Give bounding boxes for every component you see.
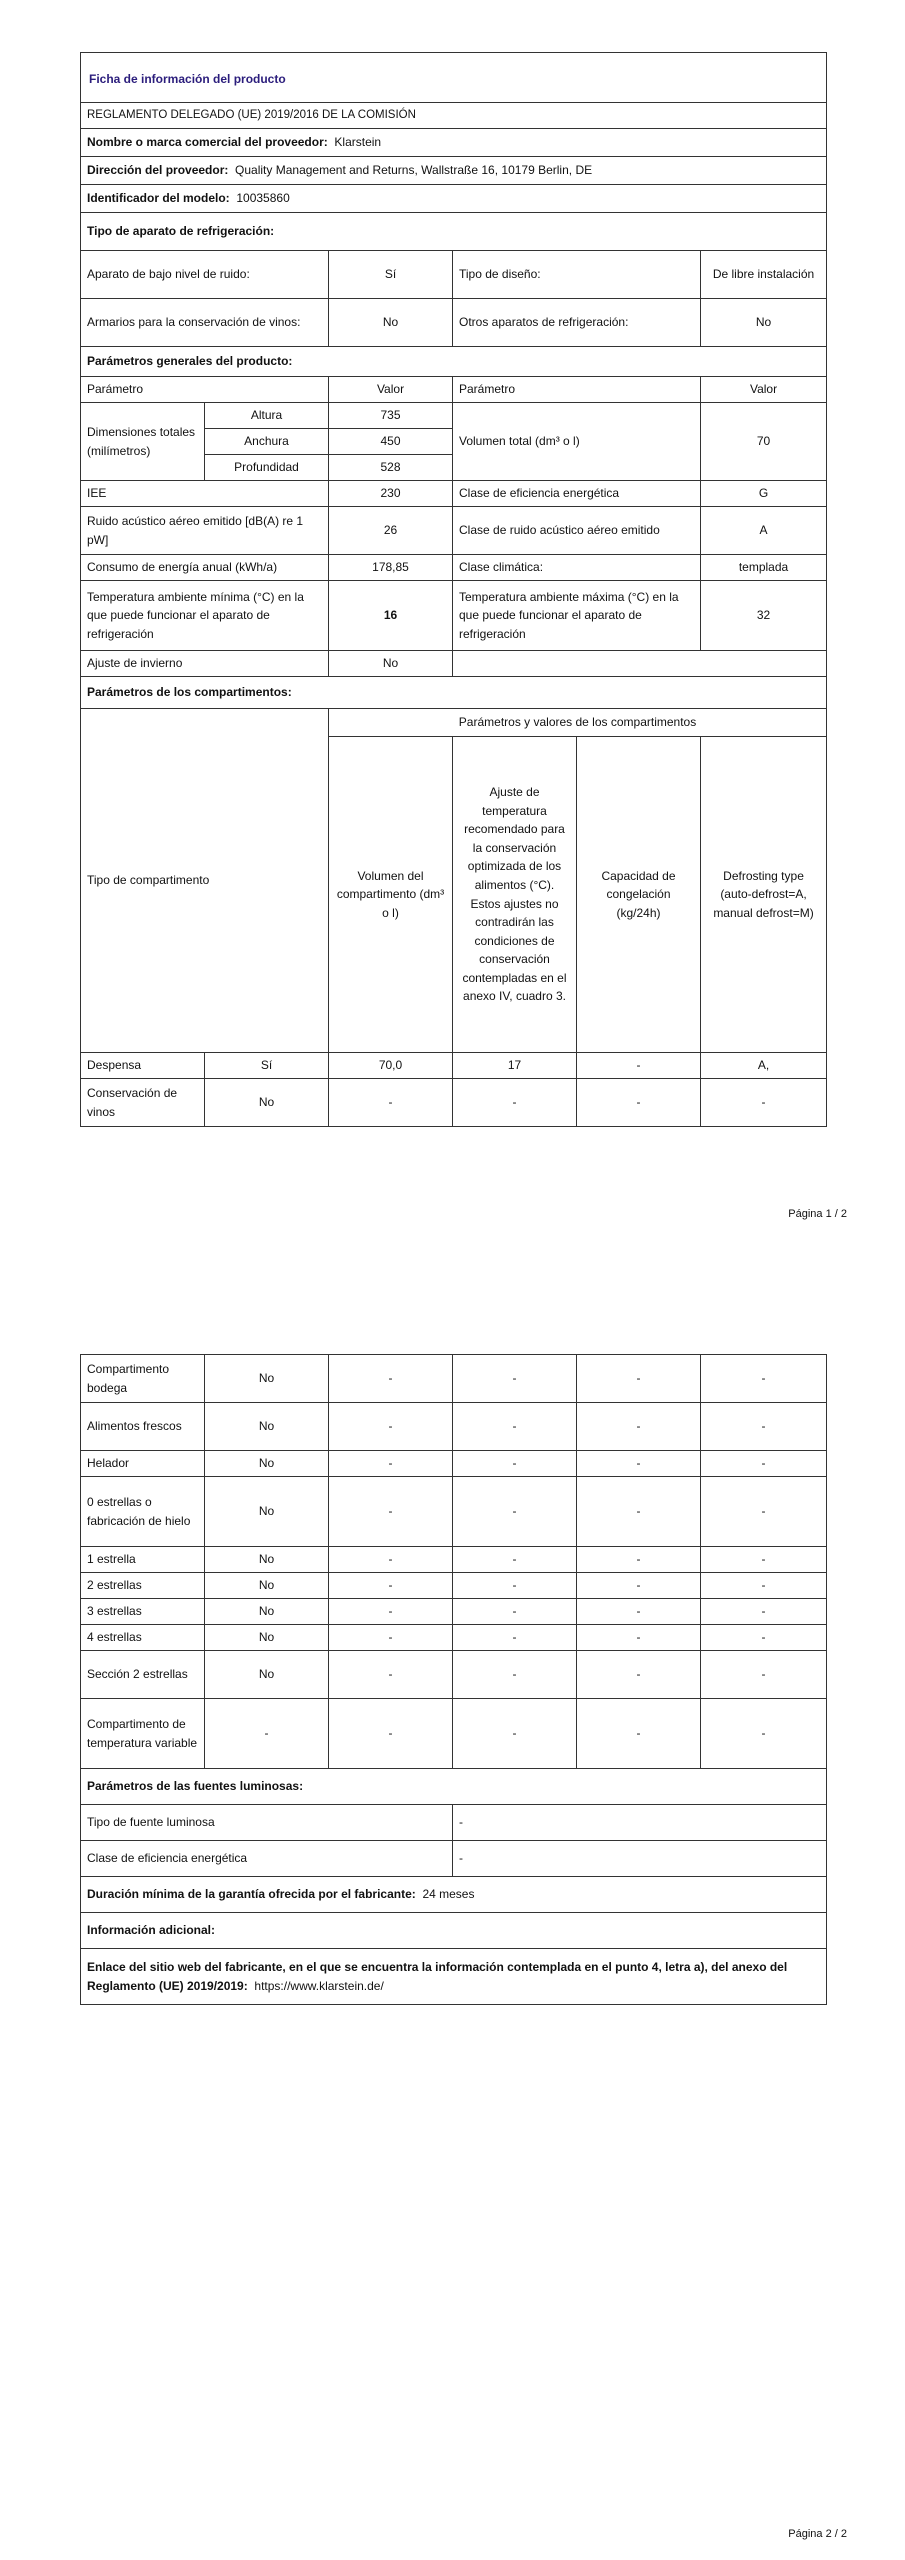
compartment-freeze: -: [577, 1699, 701, 1769]
compartment-temp: -: [453, 1573, 577, 1599]
compartment-temp: -: [453, 1451, 577, 1477]
table-row: [81, 1625, 827, 1651]
product-info-table-page2: [80, 1354, 827, 2005]
compartment-present: No: [205, 1573, 329, 1599]
col-header-param-2: Parámetro: [453, 377, 701, 403]
compartment-name: Despensa: [81, 1053, 205, 1079]
low-noise-value: Sí: [329, 251, 453, 299]
table-row: [81, 1651, 827, 1699]
additional-info-heading: Información adicional:: [81, 1913, 827, 1949]
compartment-temp: -: [453, 1477, 577, 1547]
compartment-temp: -: [453, 1547, 577, 1573]
noise-label: Ruido acústico aéreo emitido [dB(A) re 1 pW]: [81, 507, 329, 555]
compartment-volume: -: [329, 1651, 453, 1699]
light-type-label: Tipo de fuente luminosa: [81, 1805, 453, 1841]
compartment-defrost: -: [701, 1355, 827, 1403]
other-appliance-label: Otros aparatos de refrigeración:: [453, 299, 701, 347]
compartment-present: -: [205, 1699, 329, 1769]
compartment-volume: -: [329, 1403, 453, 1451]
compartment-present: Sí: [205, 1053, 329, 1079]
compartment-freeze: -: [577, 1547, 701, 1573]
page-title: Ficha de información del producto: [81, 53, 827, 103]
noise-value: 26: [329, 507, 453, 555]
iee-value: 230: [329, 481, 453, 507]
compartment-defrost: -: [701, 1403, 827, 1451]
manufacturer-url: https://www.klarstein.de/: [254, 1978, 384, 1993]
min-temp-label: Temperatura ambiente mínima (°C) en la que puede funcionar el aparato de refrigeración: [81, 581, 329, 651]
light-class-label: Clase de eficiencia energética: [81, 1841, 453, 1877]
compartment-name: 1 estrella: [81, 1547, 205, 1573]
compartment-temp: -: [453, 1625, 577, 1651]
compartment-volume: -: [329, 1599, 453, 1625]
compartment-type-header: Tipo de compartimento: [81, 709, 329, 1053]
wine-cabinet-label: Armarios para la conservación de vinos:: [81, 299, 329, 347]
page-number-1: Página 1 / 2: [788, 1208, 847, 1220]
compartment-volume: -: [329, 1573, 453, 1599]
climate-class-value: templada: [701, 555, 827, 581]
compartment-freeze: -: [577, 1573, 701, 1599]
volume-header: Volumen del compartimento (dm³ o l): [329, 737, 453, 1053]
compartment-name: 2 estrellas: [81, 1573, 205, 1599]
noise-class-value: A: [701, 507, 827, 555]
climate-class-label: Clase climática:: [453, 555, 701, 581]
warranty-row: Duración mínima de la garantía ofrecida por el fabricante: 24 meses: [81, 1877, 827, 1913]
compartment-volume: -: [329, 1699, 453, 1769]
energy-class-value: G: [701, 481, 827, 507]
compartment-volume: 70,0: [329, 1053, 453, 1079]
compartment-freeze: -: [577, 1651, 701, 1699]
compartment-defrost: -: [701, 1547, 827, 1573]
compartment-volume: -: [329, 1451, 453, 1477]
manufacturer-link-row: Enlace del sitio web del fabricante, en el que se encuentra la información contemplada en el punto 4, letra a), del anexo del Reglamento (UE) 2019/2019: https://www.klarstein.de/: [81, 1949, 827, 2005]
table-row: [81, 1547, 827, 1573]
compartment-name: 0 estrellas o fabricación de hielo: [81, 1477, 205, 1547]
regulation-line: REGLAMENTO DELEGADO (UE) 2019/2016 DE LA COMISIÓN: [81, 103, 827, 129]
temperature-setting-header: Ajuste de temperatura recomendado para la conservación optimizada de los alimentos (°C). Estos ajustes no contradirán las condiciones de conservación contempladas en el anexo IV, cuadro 3.: [453, 737, 577, 1053]
other-appliance-value: No: [701, 299, 827, 347]
compartment-present: No: [205, 1079, 329, 1127]
min-temp-value: 16: [329, 581, 453, 651]
compartment-freeze: -: [577, 1355, 701, 1403]
compartment-present: No: [205, 1451, 329, 1477]
compartment-name: Sección 2 estrellas: [81, 1651, 205, 1699]
compartment-temp: -: [453, 1599, 577, 1625]
compartment-name: Compartimento bodega: [81, 1355, 205, 1403]
wine-cabinet-value: No: [329, 299, 453, 347]
compartment-name: 3 estrellas: [81, 1599, 205, 1625]
table-row: [81, 1079, 827, 1127]
compartment-present: No: [205, 1355, 329, 1403]
design-type-value: De libre instalación: [701, 251, 827, 299]
compartment-defrost: -: [701, 1477, 827, 1547]
compartment-freeze: -: [577, 1477, 701, 1547]
table-row: [81, 1699, 827, 1769]
compartment-defrost: -: [701, 1699, 827, 1769]
compartment-defrost: -: [701, 1451, 827, 1477]
compartment-volume: -: [329, 1355, 453, 1403]
compartment-present: No: [205, 1477, 329, 1547]
freezing-capacity-header: Capacidad de congelación (kg/24h): [577, 737, 701, 1053]
table-row: [81, 1477, 827, 1547]
compartment-volume: -: [329, 1625, 453, 1651]
table-row: [81, 1599, 827, 1625]
compartment-temp: -: [453, 1651, 577, 1699]
compartment-temp: -: [453, 1079, 577, 1127]
compartment-present: No: [205, 1651, 329, 1699]
max-temp-label: Temperatura ambiente máxima (°C) en la que puede funcionar el aparato de refrigeración: [453, 581, 701, 651]
compartment-temp: -: [453, 1403, 577, 1451]
table-row: [81, 1451, 827, 1477]
defrost-type-header: Defrosting type (auto-defrost=A, manual defrost=M): [701, 737, 827, 1053]
page-number-2: Página 2 / 2: [788, 2528, 847, 2540]
compartment-defrost: A,: [701, 1053, 827, 1079]
total-volume-label: Volumen total (dm³ o l): [453, 403, 701, 481]
depth-label: Profundidad: [205, 455, 329, 481]
annual-consumption-value: 178,85: [329, 555, 453, 581]
compartments-heading: Parámetros de los compartimentos:: [81, 677, 827, 709]
compartment-defrost: -: [701, 1599, 827, 1625]
light-class-value: -: [453, 1841, 827, 1877]
compartment-freeze: -: [577, 1403, 701, 1451]
compartment-volume: -: [329, 1547, 453, 1573]
winter-setting-value: No: [329, 651, 453, 677]
compartment-name: Compartimento de temperatura variable: [81, 1699, 205, 1769]
width-label: Anchura: [205, 429, 329, 455]
compartment-freeze: -: [577, 1625, 701, 1651]
low-noise-label: Aparato de bajo nivel de ruido:: [81, 251, 329, 299]
supplier-name-row: Nombre o marca comercial del proveedor: Klarstein: [81, 129, 827, 157]
width-value: 450: [329, 429, 453, 455]
appliance-type-heading: Tipo de aparato de refrigeración:: [81, 213, 827, 251]
iee-label: IEE: [81, 481, 329, 507]
light-type-value: -: [453, 1805, 827, 1841]
light-source-heading: Parámetros de las fuentes luminosas:: [81, 1769, 827, 1805]
compartment-freeze: -: [577, 1599, 701, 1625]
compartment-name: 4 estrellas: [81, 1625, 205, 1651]
compartment-temp: -: [453, 1699, 577, 1769]
compartment-freeze: -: [577, 1053, 701, 1079]
compartment-name: Helador: [81, 1451, 205, 1477]
model-id-row: Identificador del modelo: 10035860: [81, 185, 827, 213]
compartment-group-header: Parámetros y valores de los compartimentos: [329, 709, 827, 737]
compartment-freeze: -: [577, 1451, 701, 1477]
compartment-freeze: -: [577, 1079, 701, 1127]
col-header-param: Parámetro: [81, 377, 329, 403]
design-type-label: Tipo de diseño:: [453, 251, 701, 299]
col-header-value-2: Valor: [701, 377, 827, 403]
energy-class-label: Clase de eficiencia energética: [453, 481, 701, 507]
supplier-address-row: Dirección del proveedor: Quality Management and Returns, Wallstraße 16, 10179 Berlin, DE: [81, 157, 827, 185]
compartment-volume: -: [329, 1079, 453, 1127]
height-label: Altura: [205, 403, 329, 429]
product-info-table-page1: [80, 52, 827, 1127]
height-value: 735: [329, 403, 453, 429]
noise-class-label: Clase de ruido acústico aéreo emitido: [453, 507, 701, 555]
table-row: [81, 1053, 827, 1079]
table-row: [81, 1573, 827, 1599]
compartment-temp: -: [453, 1355, 577, 1403]
depth-value: 528: [329, 455, 453, 481]
compartment-present: No: [205, 1599, 329, 1625]
dimensions-label: Dimensiones totales (milímetros): [81, 403, 205, 481]
compartment-defrost: -: [701, 1573, 827, 1599]
max-temp-value: 32: [701, 581, 827, 651]
compartment-defrost: -: [701, 1625, 827, 1651]
general-params-heading: Parámetros generales del producto:: [81, 347, 827, 377]
compartment-temp: 17: [453, 1053, 577, 1079]
compartment-volume: -: [329, 1477, 453, 1547]
table-row: [81, 1403, 827, 1451]
winter-setting-label: Ajuste de invierno: [81, 651, 329, 677]
table-row: [81, 1355, 827, 1403]
compartment-defrost: -: [701, 1651, 827, 1699]
compartment-defrost: -: [701, 1079, 827, 1127]
compartment-present: No: [205, 1625, 329, 1651]
col-header-value: Valor: [329, 377, 453, 403]
winter-empty-cell: [453, 651, 827, 677]
annual-consumption-label: Consumo de energía anual (kWh/a): [81, 555, 329, 581]
compartment-present: No: [205, 1547, 329, 1573]
total-volume-value: 70: [701, 403, 827, 481]
compartment-name: Alimentos frescos: [81, 1403, 205, 1451]
compartment-present: No: [205, 1403, 329, 1451]
compartment-name: Conservación de vinos: [81, 1079, 205, 1127]
